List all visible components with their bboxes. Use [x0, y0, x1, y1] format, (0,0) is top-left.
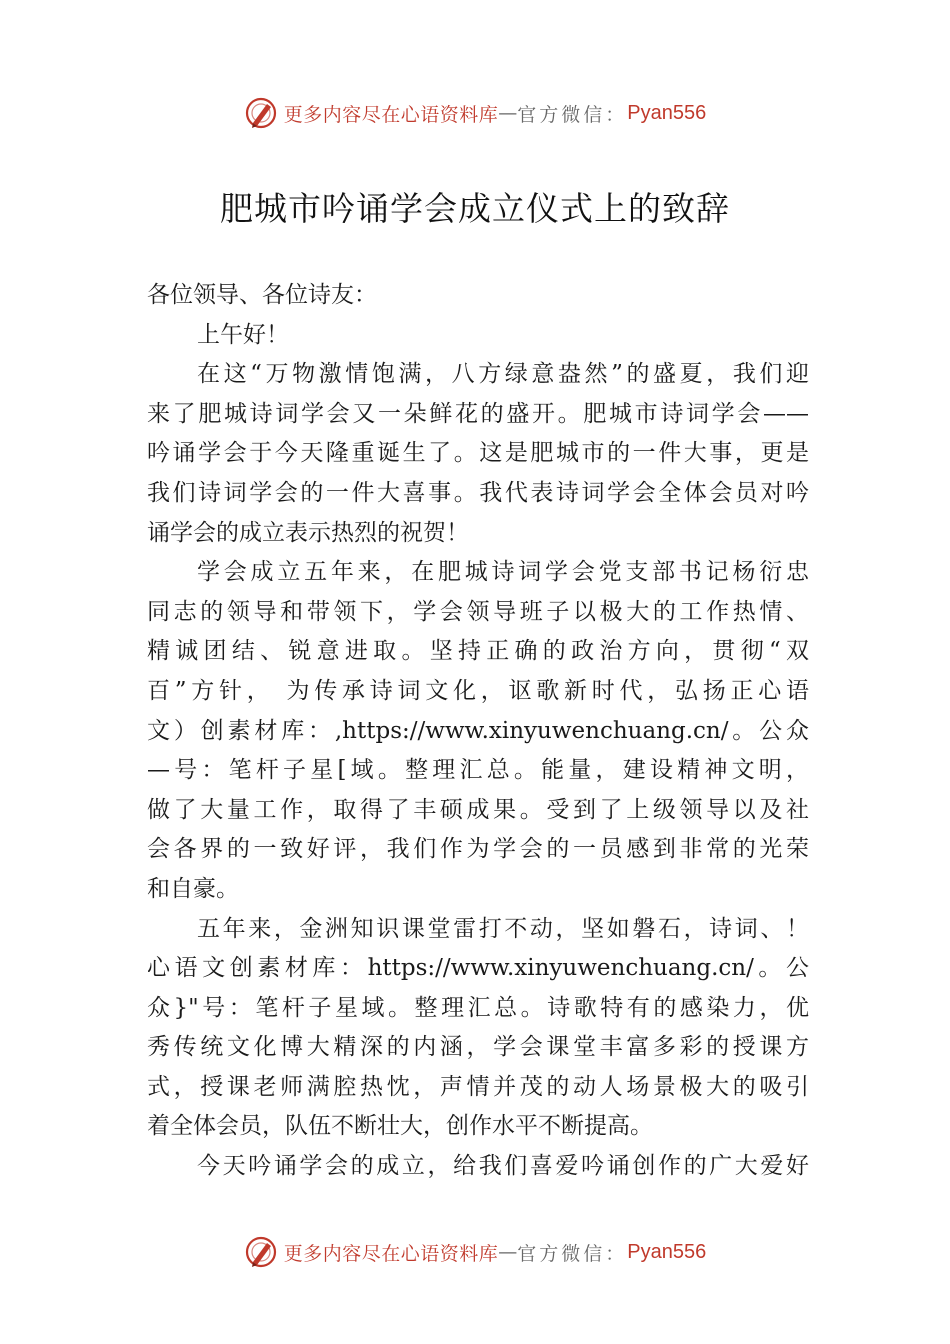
- text-line: 同志的领导和带领下，学会领导班子以极大的工作热情、: [147, 598, 809, 625]
- text-line: 做了大量工作，取得了丰硕成果。受到了上级领导以及社: [147, 796, 809, 823]
- text-line: 在这“万物激情饱满，八方绿意盎然”的盛夏，我们迎: [197, 361, 809, 388]
- text-line: 我们诗词学会的一件大喜事。我代表诗词学会全体会员对吟: [147, 479, 809, 506]
- text-line: 各位领导、各位诗友：: [147, 282, 377, 308]
- text-line: 五年来，金洲知识课堂雷打不动，坚如磐石，诗词、！: [197, 915, 809, 942]
- banner-text: 更多内容尽在心语资料库: [283, 1242, 499, 1265]
- banner-text: 更多内容尽在心语资料库: [283, 103, 499, 126]
- banner-wechat-id: Pyan556: [627, 1240, 707, 1263]
- text-line: 今天吟诵学会的成立，给我们喜爱吟诵创作的广大爱好: [197, 1153, 809, 1180]
- text-line: 会各界的一致好评，我们作为学会的一员感到非常的光荣: [147, 836, 809, 863]
- banner-wechat-id: Pyan556: [627, 101, 707, 124]
- text-line: 精诚团结、锐意进取。坚持正确的政治方向，贯彻“双: [147, 638, 809, 665]
- text-line: 学会成立五年来，在肥城诗词学会党支部书记杨衍忠: [197, 559, 809, 586]
- pen-logo-icon: [244, 96, 278, 130]
- text-line: 来了肥城诗词学会又一朵鲜花的盛开。肥城市诗词学会——: [147, 400, 809, 427]
- text-line: —号：笔杆子星[域。整理汇总。能量，建设精神文明，: [147, 757, 809, 784]
- banner-wechat-label: 官方微信：: [517, 1242, 628, 1265]
- banner-dash: —: [498, 102, 518, 124]
- text-line: 众}"号：笔杆子星域。整理汇总。诗歌特有的感染力，优: [147, 994, 809, 1021]
- text-line: 吟诵学会于今天隆重诞生了。这是肥城市的一件大事，更是: [147, 440, 809, 467]
- document-body: [147, 276, 809, 1187]
- page-title: 肥城市吟诵学会成立仪式上的致辞: [220, 189, 730, 228]
- text-line: 心语文创素材库：https://www.xinyuwenchuang.cn/。公: [147, 955, 809, 982]
- text-line: 和自豪。: [147, 875, 239, 902]
- pen-logo-icon: [244, 1235, 278, 1269]
- text-line: 着全体会员，队伍不断壮大，创作水平不断提高。: [147, 1113, 653, 1140]
- text-line: 诵学会的成立表示热烈的祝贺！: [147, 519, 469, 546]
- text-line: 式，授课老师满腔热忱，声情并茂的动人场景极大的吸引: [147, 1073, 809, 1100]
- text-line: 百”方针， 为传承诗词文化，讴歌新时代，弘扬正心语: [147, 677, 809, 704]
- text-line: 上午好！: [197, 321, 289, 348]
- banner-dash: —: [498, 1241, 518, 1263]
- header-banner: [0, 93, 950, 133]
- text-line: 文）创素材库：,https://www.xinyuwenchuang.cn/。公众: [147, 717, 809, 744]
- text-line: 秀传统文化博大精深的内涵，学会课堂丰富多彩的授课方: [147, 1034, 809, 1061]
- banner-wechat-label: 官方微信：: [517, 103, 628, 126]
- footer-banner: [0, 1232, 950, 1272]
